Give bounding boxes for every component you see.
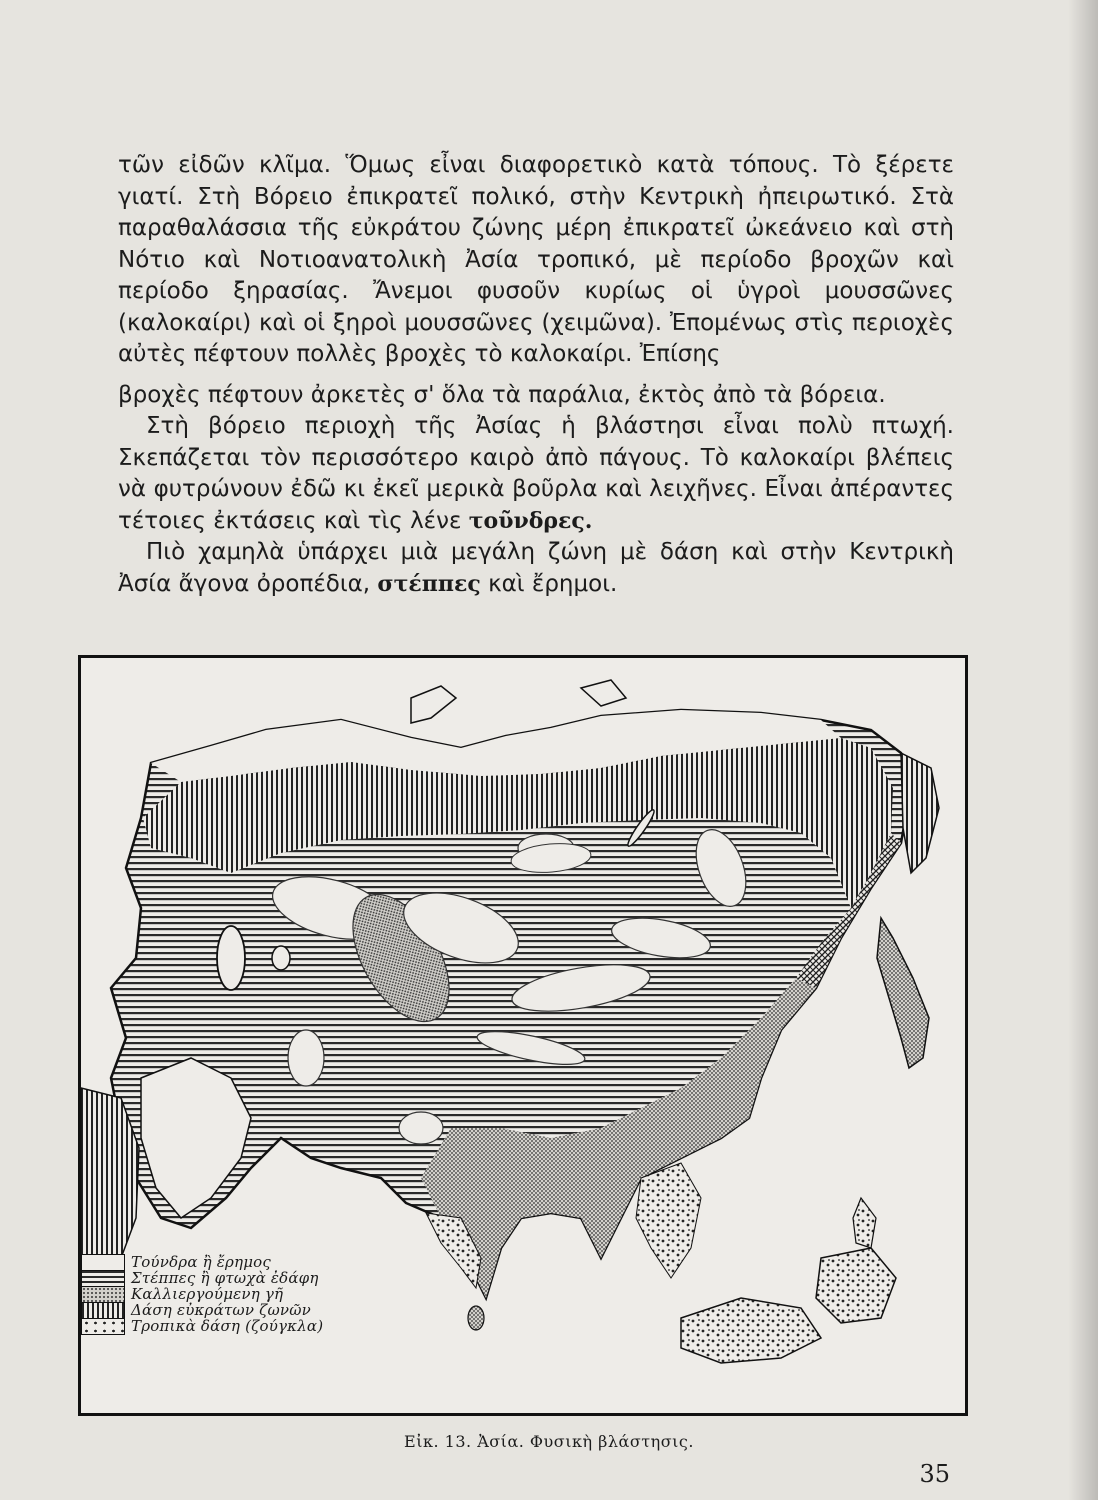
philippines-islands xyxy=(853,1198,876,1248)
page-number: 35 xyxy=(919,1460,950,1488)
paragraph-tundra xyxy=(118,411,954,537)
paragraph-3-text: Στὴ βόρειο περιοχὴ τῆς Ἀσίας ἡ βλάστησι εἶναι πολὺ πτωχή. Σκεπάζεται τὸν περισσότερο καιρὸ ἀπὸ πάγους. Τὸ καλοκαίρι βλέπεις νὰ φυτρώνουν ἐδῶ κι ἐκεῖ μερικὰ βοῦρλα καὶ λειχῆνες. Εἶναι ἀπέραντες τέτοιες ἐκτάσεις καὶ τὶς λένε xyxy=(118,413,954,534)
legend-swatch-fine-dots xyxy=(81,1286,125,1303)
legend-item-temperate-forest xyxy=(81,1302,411,1318)
asia-vegetation-map xyxy=(78,655,968,1416)
tundra-term: τοῦνδρες. xyxy=(468,507,593,534)
legend-label: Τούνδρα ἢ ἔρημος xyxy=(131,1253,272,1271)
kamchatka-peninsula xyxy=(901,753,939,873)
map-legend xyxy=(81,1254,411,1334)
japan-islands xyxy=(877,918,929,1068)
legend-swatch-coarse-dots xyxy=(81,1318,125,1335)
aral-sea xyxy=(272,946,290,970)
page-edge-shadow xyxy=(1068,0,1098,1500)
novaya-zemlya xyxy=(411,686,456,723)
steppes-term: στέππες xyxy=(377,570,481,597)
desert-india xyxy=(399,1112,443,1144)
legend-item-cultivated xyxy=(81,1286,411,1302)
legend-label: Καλλιεργούμενη γῆ xyxy=(131,1285,284,1303)
legend-item-tundra xyxy=(81,1254,411,1270)
tropical-forest-islands xyxy=(681,1298,821,1363)
paragraph-1: τῶν εἰδῶν κλῖμα. Ὅμως εἶναι διαφορετικὸ κατὰ τόπους. Τὸ ξέρετε γιατί. Στὴ Βόρειο ἐπικρατεῖ πολικό, στὴν Κεντρικὴ ἠπειρωτικό. Στὰ παραθαλάσσια τῆς εὐκράτου ζώνης μέρη ἐπικρατεῖ ὠκεάνειο καὶ στὴ Νότιο καὶ Νοτιοανατολικὴ Ἀσία τροπικό, μὲ περίοδο βροχῶν καὶ περίοδο ξηρασίας. Ἄνεμοι φυσοῦν κυρίως οἱ ὑγροὶ μουσσῶνες (καλοκαίρι) καὶ οἱ ξηροὶ μουσσῶνες (χειμῶνα). Ἐπομένως στὶς περιοχὲς αὐτὲς πέφτουν πολλὲς βροχὲς τὸ καλοκαίρι. Ἐπίσης xyxy=(118,152,954,367)
legend-item-steppes xyxy=(81,1270,411,1286)
paragraph-steppes xyxy=(118,537,954,600)
legend-swatch-horizontal-lines xyxy=(81,1270,125,1287)
body-text xyxy=(118,150,954,600)
legend-swatch-vertical-lines xyxy=(81,1302,125,1319)
legend-label: Δάση εὐκράτων ζωνῶν xyxy=(131,1301,311,1319)
paragraph-2: βροχὲς πέφτουν ἀρκετὲς σ' ὅλα τὰ παράλια, ἐκτὸς ἀπὸ τὰ βόρεια. xyxy=(118,381,886,408)
ceylon-island xyxy=(468,1306,484,1330)
tropical-forest-indochina xyxy=(636,1163,701,1278)
legend-swatch-blank xyxy=(81,1254,125,1271)
legend-item-tropical-forest xyxy=(81,1318,411,1334)
caspian-sea xyxy=(217,926,245,990)
legend-label: Στέππες ἢ φτωχὰ ἐδάφη xyxy=(131,1269,319,1287)
paragraph-4-text: Πιὸ χαμηλὰ ὑπάρχει μιὰ μεγάλη ζώνη μὲ δάση καὶ στὴν Κεντρικὴ Ἀσία ἄγονα ὀροπέδια, xyxy=(118,539,954,597)
tropical-forest-borneo xyxy=(816,1248,896,1323)
desert-iran xyxy=(288,1030,324,1086)
severnaya-zemlya xyxy=(581,680,626,706)
legend-label: Τροπικὰ δάση (ζούγκλα) xyxy=(131,1317,324,1335)
figure-caption: Εἰκ. 13. Ἀσία. Φυσικὴ βλάστησις. xyxy=(404,1432,694,1451)
paragraph-4-end: καὶ ἔρημοι. xyxy=(488,570,618,597)
